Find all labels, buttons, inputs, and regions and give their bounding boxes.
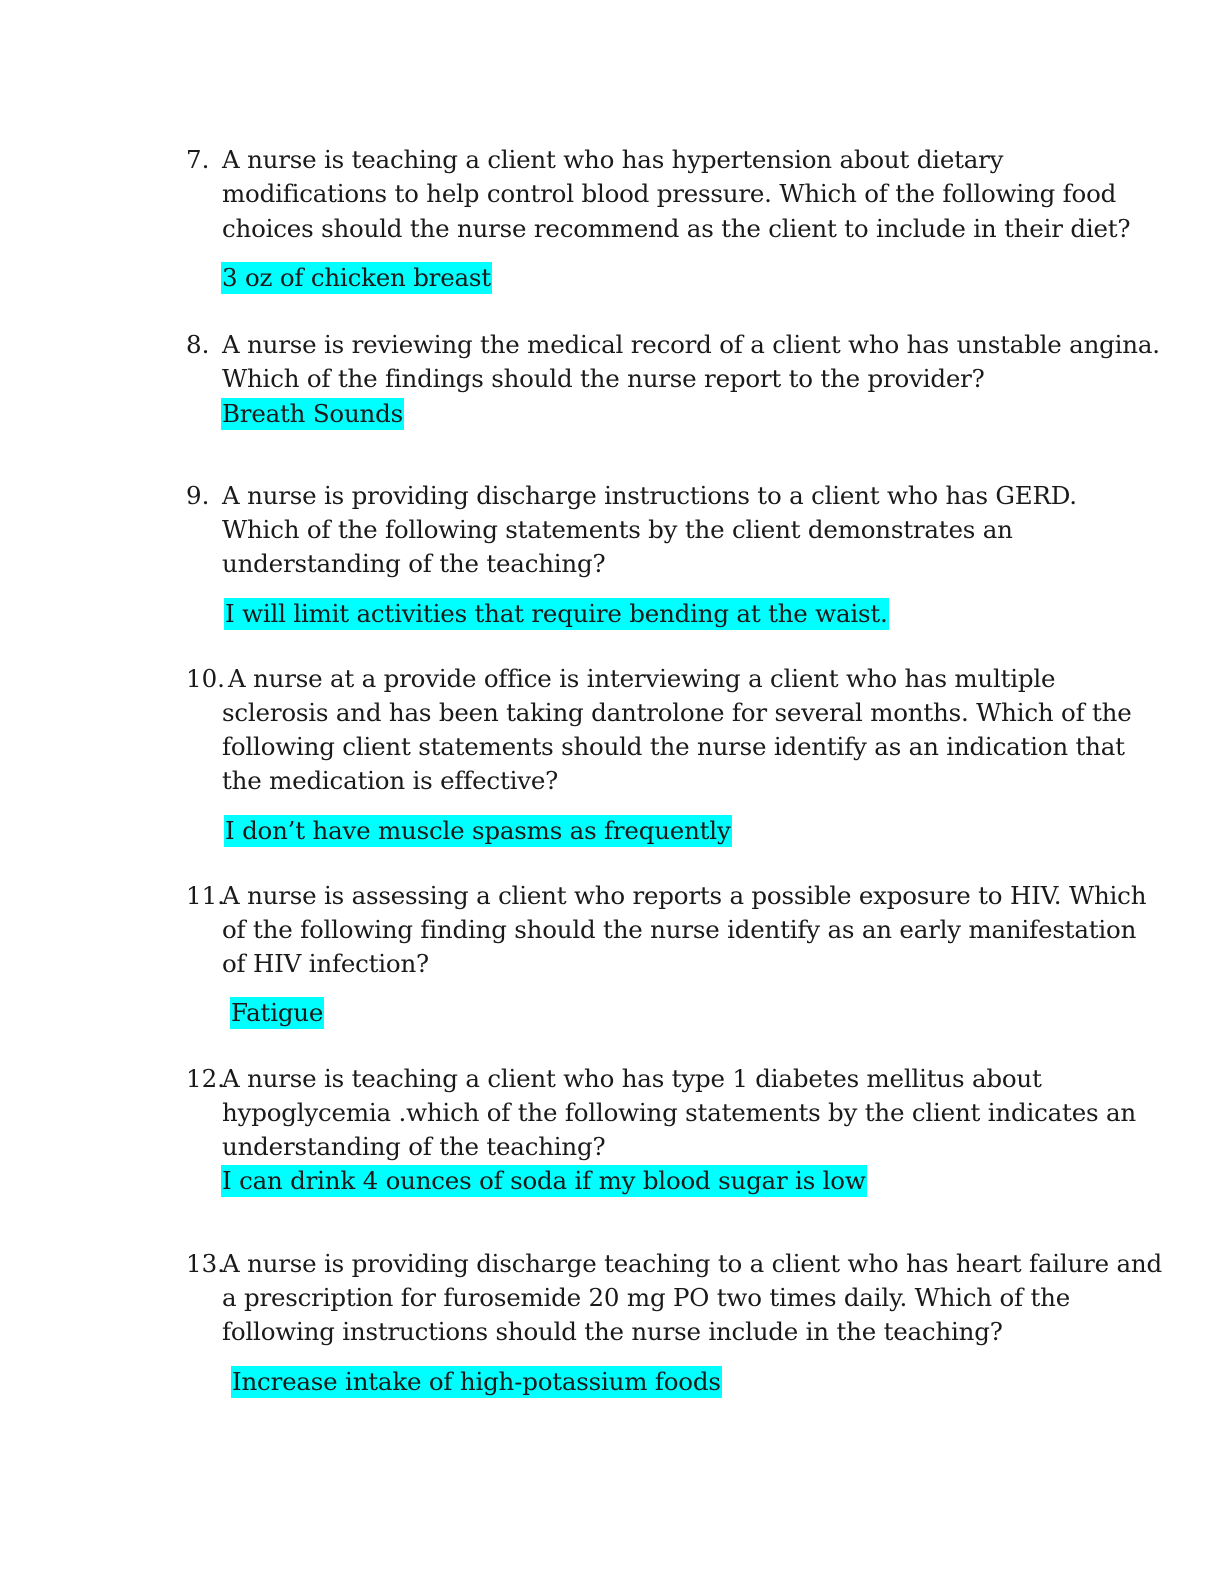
question-text-line: of the following finding should the nurse identify as an early manifestation xyxy=(222,915,1137,944)
question-text-line: A nurse is teaching a client who has hypertension about dietary xyxy=(222,145,1004,174)
highlighted-answer: I don’t have muscle spasms as frequently xyxy=(225,816,731,845)
question-text-line: hypoglycemia .which of the following statements by the client indicates an xyxy=(222,1098,1136,1127)
question-number: 9. xyxy=(186,481,210,510)
question-text-line: A nurse at a provide office is interviewing a client who has multiple xyxy=(228,664,1056,693)
question-text-line: A nurse is teaching a client who has type 1 diabetes mellitus about xyxy=(222,1064,1042,1093)
question-text-line: A nurse is providing discharge instructions to a client who has GERD. xyxy=(222,481,1077,510)
question-text-line: modifications to help control blood pressure. Which of the following food xyxy=(222,179,1117,208)
question-text-line: sclerosis and has been taking dantrolone for several months. Which of the xyxy=(222,698,1132,727)
question-text-line: following client statements should the nurse identify as an indication that xyxy=(222,732,1125,761)
highlighted-answer: Fatigue xyxy=(231,998,324,1027)
question-text-line: of HIV infection? xyxy=(222,949,429,978)
question-text-line: A nurse is reviewing the medical record of a client who has unstable angina. xyxy=(222,330,1160,359)
question-text-line: Which of the following statements by the client demonstrates an xyxy=(222,515,1013,544)
question-text-line: choices should the nurse recommend as the client to include in their diet? xyxy=(222,214,1131,243)
question-text-line: A nurse is providing discharge teaching to a client who has heart failure and xyxy=(222,1249,1162,1278)
question-text-line: understanding of the teaching? xyxy=(222,1132,606,1161)
highlighted-answer: I will limit activities that require bending at the waist. xyxy=(225,599,888,628)
question-number: 11. xyxy=(186,881,225,910)
highlighted-answer: Breath Sounds xyxy=(222,399,403,428)
highlighted-answer: Increase intake of high-potassium foods xyxy=(232,1367,721,1396)
question-number: 13. xyxy=(186,1249,225,1278)
question-text-line: a prescription for furosemide 20 mg PO two times daily. Which of the xyxy=(222,1283,1071,1312)
question-number: 12. xyxy=(186,1064,225,1093)
question-text-line: A nurse is assessing a client who reports a possible exposure to HIV. Which xyxy=(222,881,1147,910)
question-text-line: the medication is effective? xyxy=(222,766,559,795)
highlighted-answer: 3 oz of chicken breast xyxy=(222,263,491,292)
question-text-line: Which of the findings should the nurse report to the provider? xyxy=(222,364,985,393)
question-number: 10. xyxy=(186,664,225,693)
question-text-line: following instructions should the nurse include in the teaching? xyxy=(222,1317,1003,1346)
question-text-line: understanding of the teaching? xyxy=(222,549,606,578)
question-number: 7. xyxy=(186,145,210,174)
question-number: 8. xyxy=(186,330,210,359)
highlighted-answer: I can drink 4 ounces of soda if my blood sugar is low xyxy=(222,1166,866,1195)
